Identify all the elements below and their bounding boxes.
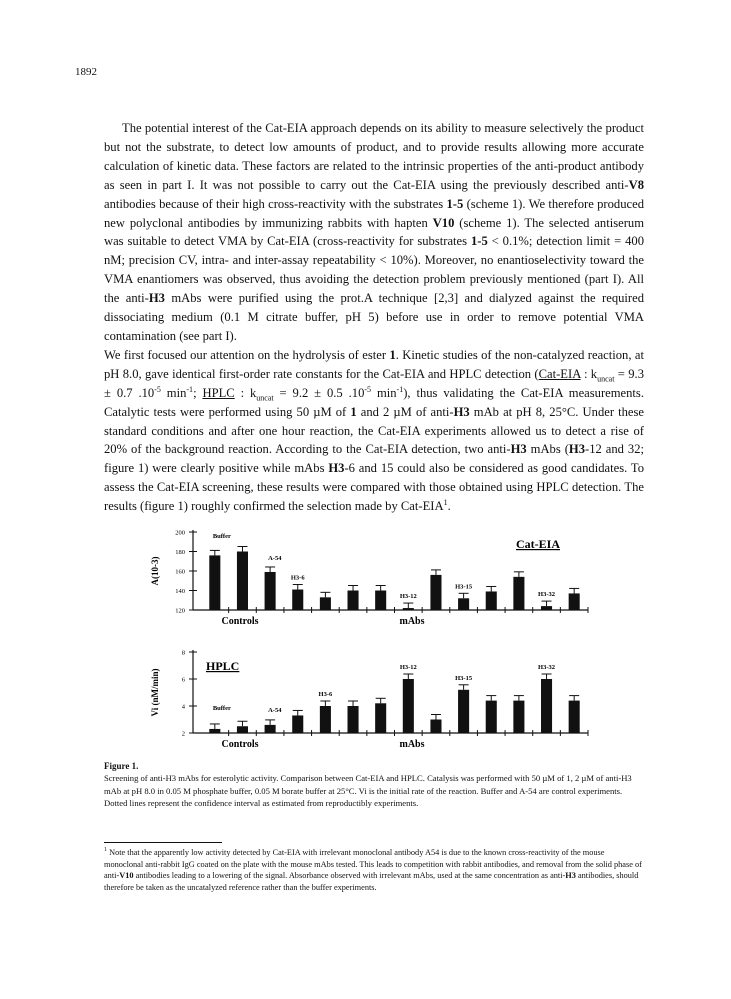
hplc-bar-label: Buffer (212, 705, 231, 712)
footnote-rule (104, 842, 222, 843)
hplc-group-label: Controls (221, 739, 259, 750)
hplc-y-axis-label: Vi (nM/min) (150, 668, 160, 717)
cat-eia-bar-label: A-54 (268, 555, 282, 562)
cat-eia-chart (140, 526, 600, 644)
cat-eia-title: Cat-EIA (516, 537, 560, 551)
cat-eia-bar-label: H3-15 (455, 583, 473, 591)
cat-eia-group-label: Controls (221, 616, 259, 627)
hplc-bar (375, 703, 386, 733)
cat-eia-bar (541, 606, 552, 610)
hplc-bar (513, 701, 524, 733)
hplc-bar-label: A-54 (268, 707, 282, 714)
caption-title: Figure 1. (104, 761, 139, 771)
hplc-bar (486, 701, 497, 733)
cat-eia-bar (292, 590, 303, 610)
cat-eia-bar (513, 577, 524, 610)
hplc-bar (569, 701, 580, 733)
cat-eia-bar (320, 597, 331, 610)
hplc-bar-label: H3-15 (455, 674, 473, 682)
cat-eia-plot (140, 526, 600, 644)
cat-eia-bar-label: H3-32 (538, 591, 556, 599)
cat-eia-bar (375, 591, 386, 611)
hplc-bar (348, 706, 359, 733)
cat-eia-bar-label: Buffer (212, 533, 231, 540)
hplc-bar-label: H3-12 (399, 664, 417, 671)
hplc-y-tick-label: 4 (181, 703, 185, 711)
hplc-y-tick-label: 8 (181, 649, 185, 657)
hplc-bar-label: H3-32 (538, 664, 556, 671)
page-number: 1892 (75, 66, 97, 78)
hplc-bar (403, 679, 414, 733)
cat-eia-bar (486, 591, 497, 610)
hplc-y-tick-label: 6 (181, 676, 185, 684)
hplc-group-label: mAbs (399, 739, 425, 750)
hplc-bar (265, 725, 276, 733)
cat-eia-y-axis-label: A(10-3) (150, 556, 160, 586)
cat-eia-bar (237, 552, 248, 611)
cat-eia-bar (458, 598, 469, 610)
cat-eia-bar-label: H3-6 (290, 574, 305, 582)
hplc-bar (209, 729, 220, 733)
paragraph-1: The potential interest of the Cat-EIA approach depends on its ability to measure selectively the product but not the substrate, to detect low amounts of product, and to provide results allowing more accurate calculation of kinetic data. These factors are related to the intrinsic properties of the anti-product antibody as seen in part I. It was not possible to carry out the Cat-EIA using the previously described anti-V8 antibodies because of their high cross-reactivity with the substrates 1-5 (scheme 1). We therefore produced new polyclonal antibodies by immunizing rabbits with hapten V10 (scheme 1). The selected antiserum was suitable to detect VMA by Cat-EIA (cross-reactivity for substrates 1-5 < 0.1%; detection limit = 400 nM; precision CV, intra- and inter-assay repeatability < 10%). Moreover, no enantioselectivity toward the VMA enantiomers was observed, thus avoiding the detection problem previously mentioned (part I). All the anti-H3 mAbs were purified using the prot.A technique [2,3] and dialyzed against the required dissociating medium (0.1 M citrate buffer, pH 5) before use in order to remove potential VMA contamination (see part I). (104, 121, 645, 343)
cat-eia-y-tick-label: 180 (175, 549, 185, 556)
cat-eia-bar (403, 608, 414, 610)
cat-eia-bar (569, 593, 580, 610)
body-text (104, 119, 644, 516)
hplc-y-tick-label: 2 (181, 730, 185, 738)
hplc-chart (140, 644, 600, 752)
cat-eia-bar (209, 555, 220, 610)
hplc-bar (320, 706, 331, 733)
hplc-plot (140, 644, 600, 752)
cat-eia-y-tick-label: 140 (175, 588, 185, 595)
figure-caption (104, 760, 644, 810)
hplc-bar (292, 715, 303, 733)
cat-eia-bar (265, 572, 276, 610)
cat-eia-bar (430, 575, 441, 610)
cat-eia-y-tick-label: 160 (175, 568, 185, 576)
cat-eia-y-tick-label: 200 (175, 529, 185, 537)
hplc-bar (430, 720, 441, 734)
cat-eia-bar-label: H3-12 (399, 593, 417, 601)
hplc-title: HPLC (206, 659, 240, 673)
hplc-bar-label: H3-6 (318, 691, 333, 698)
hplc-bar (237, 726, 248, 733)
cat-eia-bar (348, 591, 359, 611)
cat-eia-y-tick-label: 120 (175, 607, 185, 615)
paragraph-2: We first focused our attention on the hydrolysis of ester 1. Kinetic studies of the non-catalyzed reaction, at pH 8.0, gave identical first-order rate constants for the Cat-EIA and HPLC detection (Cat-EIA : $k_{uncat} = 9.3 \pm 0.7$ $.10^{-5}$ $\min^{-1}$; HPLC : $k_{uncat} = 9.2 \pm 0.5$ $.10^{-5}$ $\min^{-1}$), thus validating the Cat-EIA measurements. Catalytic tests were performed using 50 µM of 1 and 2 µM of anti-H3 mAb at pH 8, 25°C. Under these standard conditions and after one hour reaction, the Cat-EIA experiments allowed us to detect a rise of 20% of the background reaction. According to the Cat-EIA detection, two anti-H3 mAbs (H3-12 and 32; figure 1) were clearly positive while mAbs H3-6 and 15 could also be considered as good candidates. To assess the Cat-EIA screening, these results were compared with those obtained using HPLC detection. The results (figure 1) roughly confirmed the selection made by Cat-EIA$^1$. (104, 347, 644, 514)
footnote: $^1$ Note that the apparently low activity detected by Cat-EIA with irrelevant monoclonal antibody A54 is due to the known cross-reactivity of the mouse monoclonal anti-rabbit IgG coated on the plate with the mouse mAbs tested. This leads to competition with rabbit antibodies, and removal from the solid phase of anti-V10 antibodies leading to a lowering of the signal. Absorbance observed with irrelevant mAbs, used at the same concentration as anti-H3 antibodies, should therefore be taken as the uncatalyzed reference rather than the buffer experiments. (104, 847, 642, 892)
cat-eia-group-label: mAbs (399, 616, 425, 627)
hplc-bar (541, 679, 552, 733)
caption-text: Screening of anti-H3 mAbs for esterolytic activity. Comparison between Cat-EIA and HPLC. Catalysis was performed with 50 µM of 1, 2 µM of anti-H3 mAb at pH 8.0 in 0.05 M phosphate buffer, 0.05 M borate buffer at 25°C. Vi is the initial rate of the reaction. Buffer and A-54 are control experiments. Dotted lines represent the confidence interval as estimated from reproductibly experiments. (104, 773, 632, 809)
hplc-bar (458, 690, 469, 733)
